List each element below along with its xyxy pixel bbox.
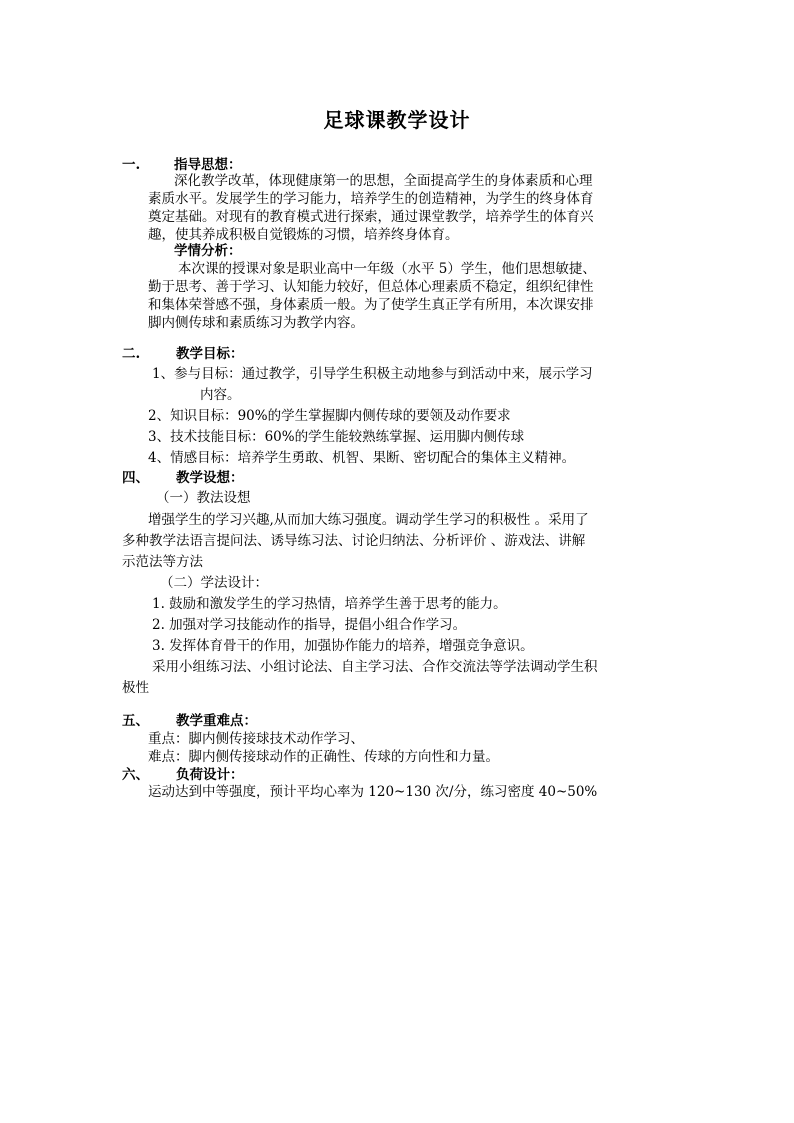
section-2-item-3: 3、技术技能目标：60%的学生能较熟练掌握、运用脚内侧传球 — [148, 429, 525, 445]
page-title: 足球课教学设计 — [323, 108, 471, 132]
section-6-number: 六、 — [122, 767, 149, 783]
section-5-key-point: 重点：脚内侧传接球技术动作学习、 — [148, 731, 364, 747]
section-1-line-2: 素质水平。发展学生的学习能力，培养学生的创造精神，为学生的终身体育 — [148, 191, 594, 207]
section-2-item-2: 2、知识目标：90%的学生掌握脚内侧传球的要领及动作要求 — [148, 408, 511, 424]
section-5-difficult-point: 难点：脚内侧传接球动作的正确性、传球的方向性和力量。 — [148, 749, 499, 765]
section-4-para-1-line-3: 示范法等方法 — [122, 554, 203, 570]
section-1-line-4: 趣，使其养成积极自觉锻炼的习惯，培养终身体育。 — [148, 227, 459, 243]
section-5-heading: 教学重难点： — [176, 713, 257, 729]
section-1-sub-line-1: 本次课的授课对象是职业高中一年级（水平 5）学生，他们思想敏捷、 — [178, 261, 596, 277]
section-4-number: 四、 — [122, 470, 149, 486]
section-4-para-1-line-2: 多种教学法语言提问法、诱导练习法、讨论归纳法、分析评价 、游戏法、讲解 — [122, 533, 586, 549]
section-4-para-2-line-1: 采用小组练习法、小组讨论法、自主学习法、合作交流法等学法调动学生积 — [152, 659, 598, 675]
section-1-line-1: 深化教学改革，体现健康第一的思想，全面提高学生的身体素质和心理 — [174, 173, 593, 189]
section-2-heading: 教学目标： — [176, 346, 244, 362]
section-4-para-1-line-1: 增强学生的学习兴趣,从而加大练习强度。调动学生学习的积极性 。采用了 — [148, 512, 589, 528]
section-4-sub-2: （二）学法设计： — [160, 575, 268, 591]
section-4-para-2-line-2: 极性 — [122, 680, 149, 696]
section-2-number: 二. — [122, 346, 141, 362]
section-6-text: 运动达到中等强度，预计平均心率为 120~130 次/分，练习密度 40~50% — [148, 784, 598, 800]
section-1-heading: 指导思想： — [174, 157, 242, 173]
section-5-number: 五、 — [122, 713, 149, 729]
section-1-sub-line-3: 和集体荣誉感不强，身体素质一般。为了使学生真正学有所用，本次课安排 — [148, 297, 594, 313]
section-4-list-item-3: 3. 发挥体育骨干的作用，加强协作能力的培养，增强竞争意识。 — [152, 638, 534, 654]
section-1-line-3: 奠定基础。对现有的教育模式进行探索，通过课堂教学，培养学生的体育兴 — [148, 209, 594, 225]
section-1-sub-line-4: 脚内侧传球和素质练习为教学内容。 — [148, 315, 364, 331]
section-4-list-item-2: 2. 加强对学习技能动作的指导，提倡小组合作学习。 — [152, 617, 467, 633]
section-1-sub-heading: 学情分析： — [174, 243, 242, 259]
section-2-item-1-cont: 内容。 — [200, 387, 241, 403]
section-2-item-1: 1、参与目标：通过教学，引导学生积极主动地参与到活动中来，展示学习 — [152, 366, 593, 382]
section-2-item-4: 4、情感目标：培养学生勇敢、机智、果断、密切配合的集体主义精神。 — [148, 450, 576, 466]
section-1-sub-line-2: 勤于思考、善于学习、认知能力较好，但总体心理素质不稳定，组织纪律性 — [148, 279, 594, 295]
section-1-number: 一. — [122, 157, 141, 173]
section-4-sub-1: （一）教法设想 — [156, 490, 251, 506]
section-4-list-item-1: 1. 鼓励和激发学生的学习热情，培养学生善于思考的能力。 — [152, 596, 507, 612]
section-6-heading: 负荷设计： — [176, 767, 244, 783]
section-4-heading: 教学设想： — [176, 470, 244, 486]
